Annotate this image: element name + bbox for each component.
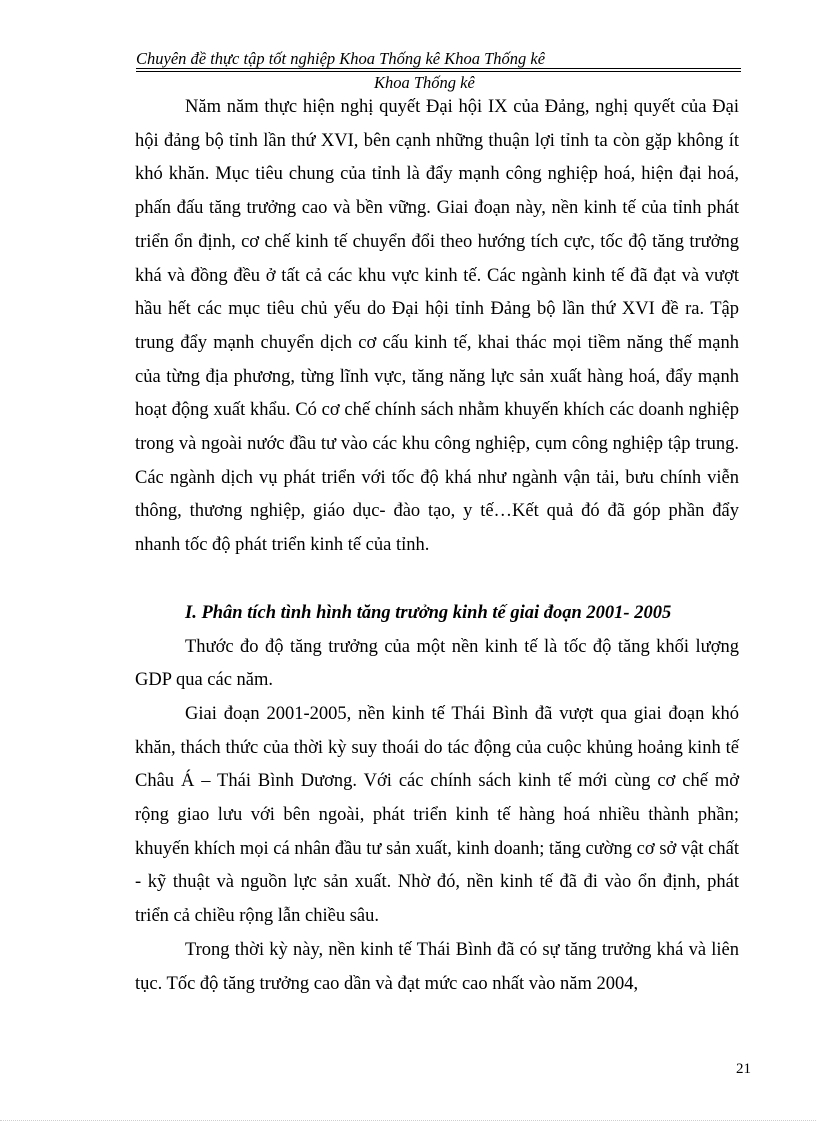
page-number: 21 bbox=[736, 1061, 751, 1077]
header-rule-bottom bbox=[136, 71, 741, 72]
paragraph-measure: Thước đo độ tăng trưởng của một nền kinh tế là tốc độ tăng khối lượng GDP qua các năm. bbox=[135, 636, 739, 691]
header-rule-top bbox=[136, 68, 741, 69]
paragraph-growth: Trong thời kỳ này, nền kinh tế Thái Bình đã có sự tăng trưởng khá và liên tục. Tốc độ tăng trưởng cao dần và đạt mức cao nhất vào năm 2004, bbox=[135, 939, 739, 994]
document-body bbox=[135, 91, 739, 1001]
paragraph-intro: Năm năm thực hiện nghị quyết Đại hội IX của Đảng, nghị quyết của Đại hội đảng bộ tỉnh lần thứ XVI, bên cạnh những thuận lợi tỉnh ta còn gặp không ít khó khăn. Mục tiêu chung của tỉnh là đẩy mạnh công nghiệp hoá, hiện đại hoá, phấn đấu tăng trưởng cao và bền vững. Giai đoạn này, nền kinh tế của tỉnh phát triển ổn định, cơ chế kinh tế chuyển đổi theo hướng tích cực, tốc độ tăng trưởng khá và đồng đều ở tất cả các khu vực kinh tế. Các ngành kinh tế đã đạt và vượt hầu hết các mục tiêu chủ yếu do Đại hội tỉnh Đảng bộ lần thứ XVI đề ra. Tập trung đẩy mạnh chuyển dịch cơ cấu kinh tế, khai thác mọi tiềm năng thế mạnh của từng địa phương, từng lĩnh vực, tăng năng lực sản xuất hàng hoá, đẩy mạnh hoạt động xuất khẩu. Có cơ chế chính sách nhằm khuyến khích các doanh nghiệp trong và ngoài nước đầu tư vào các khu công nghiệp, cụm công nghiệp tập trung. Các ngành dịch vụ phát triển với tốc độ khá như ngành vận tải, bưu chính viễn thông, thương nghiệp, giáo dục- đào tạo, y tế…Kết quả đó đã góp phần đẩy nhanh tốc độ phát triển kinh tế của tỉnh. bbox=[135, 97, 739, 556]
running-header: Chuyên đề thực tập tốt nghiệp Khoa Thống kê Khoa Thống kê bbox=[136, 49, 546, 68]
section-heading: I. Phân tích tình hình tăng trưởng kinh tế giai đoạn 2001- 2005 bbox=[185, 602, 672, 623]
page-bottom-border bbox=[0, 1120, 816, 1121]
paragraph-period: Giai đoạn 2001-2005, nền kinh tế Thái Bình đã vượt qua giai đoạn khó khăn, thách thức của thời kỳ suy thoái do tác động của cuộc khủng hoảng kinh tế Châu Á – Thái Bình Dương. Với các chính sách kinh tế mới cùng cơ chế mở rộng giao lưu với bên ngoài, phát triển kinh tế hàng hoá nhiều thành phần; khuyến khích mọi cá nhân đầu tư sản xuất, kinh doanh; tăng cường cơ sở vật chất - kỹ thuật và nguồn lực sản xuất. Nhờ đó, nền kinh tế đã đi vào ổn định, phát triển cả chiều rộng lẫn chiều sâu. bbox=[135, 703, 739, 927]
running-header-subtitle: Khoa Thống kê bbox=[374, 73, 475, 92]
